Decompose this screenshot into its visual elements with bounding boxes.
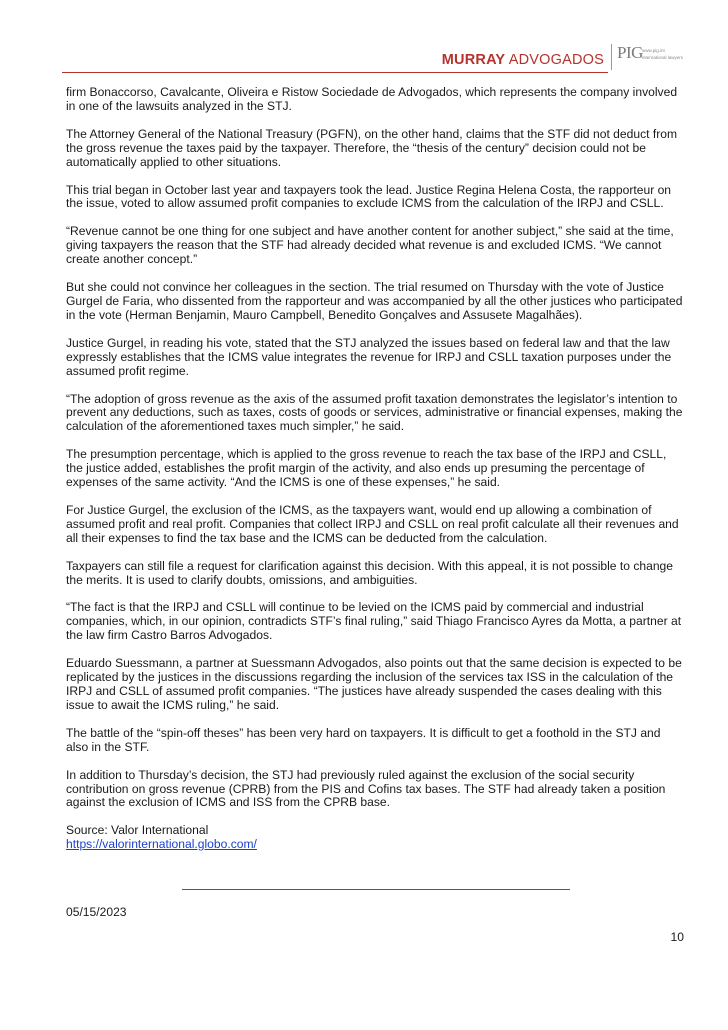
paragraph: In addition to Thursday’s decision, the STJ had previously ruled against the exclusion of the social security contribution on gross revenue (CPRB) from the PIS and Cofins tax bases. The STF had already taken a position against the exclusion of ICMS and ISS from the CPRB base. [66,767,666,810]
logo-divider [611,44,612,70]
pig-logo-url: www.pig.int [642,48,665,53]
paragraph: But she could not convince her colleagues in the section. The trial resumed on Thursday with the vote of Justice Gurgel de Faria, who dissented from the rapporteur and was accompanied by all the other justices who participated in the vote (Herman Benjamin, Mauro Campbell, Benedito Gonçalves and Assusete Magalhães). [66,280,683,322]
paragraph: The Attorney General of the National Treasury (PGFN), on the other hand, claims that the STF did not deduct from the gross revenue the taxes paid by the taxpayer. Therefore, the “thesis of the century” decision could not be automatically applied to other situations. [66,126,678,169]
footer-divider [182,889,570,890]
pig-logo-tagline: international lawyers [642,55,684,60]
paragraph: firm Bonaccorso, Cavalcante, Oliveira e Ristow Sociedade de Advogados, which represents the company involved in one of the lawsuits analyzed in the STJ. [66,85,678,113]
source-label: Source: Valor International [66,823,209,838]
brand-wordmark [442,52,604,68]
paragraph: “The fact is that the IRPJ and CSLL will continue to be levied on the ICMS paid by commercial and industrial companies, which, in our opinion, contradicts STF’s final ruling,” said Thiago Francisco Ayres da Motta, a partner at the law firm Castro Barros Advogados. [66,600,682,643]
paragraph: “Revenue cannot be one thing for one subject and have another content for another subject,” she said at the time, giving taxpayers the reason that the STF had already decided what revenue is and excluded ICMS. “We cannot create another concept.” [66,224,674,267]
pig-logo-mark: PIG [617,43,643,62]
brand-name-bold: MURRAY [441,52,506,68]
page-number: 10 [670,930,684,944]
header-divider [62,72,608,73]
source-link[interactable]: https://valorinternational.globo.com/ [66,837,257,852]
paragraph: For Justice Gurgel, the exclusion of the ICMS, as the taxpayers want, would end up allowing a combination of assumed profit and real profit. Companies that collect IRPJ and CSLL on real profit calculate all their revenues and all their expenses to find the tax base and the ICMS can be deducted from the calculation. [66,502,679,545]
paragraph: This trial began in October last year and taxpayers took the lead. Justice Regina Helena Costa, the rapporteur on the issue, voted to allow assumed profit companies to exclude ICMS from the calculation of the IRPJ and CSLL. [66,182,672,211]
paragraph: “The adoption of gross revenue as the axis of the assumed profit taxation demonstrates the legislator’s intention to prevent any deductions, such as taxes, costs of goods or services, administrative or financial expenses, making the calculation of the aforementioned taxes much simpler,” he said. [66,391,683,434]
paragraph: Justice Gurgel, in reading his vote, stated that the STJ analyzed the issues based on federal law and that the law expressly establishes that the ICMS value integrates the revenue for IRPJ and CSLL taxation purposes under the assumed profit regime. [66,335,672,378]
pig-logo [617,43,684,70]
article-body [66,86,686,852]
paragraph: The battle of the “spin-off theses” has been very hard on taxpayers. It is difficult to get a foothold in the STJ and also in the STF. [66,725,661,754]
paragraph: Taxpayers can still file a request for clarification against this decision. With this appeal, it is not possible to change the merits. It is used to clarify doubts, omissions, and ambiguities. [66,558,674,587]
paragraph: Eduardo Suessmann, a partner at Suessmann Advogados, also points out that the same decision is expected to be replicated by the justices in the discussions regarding the inclusion of the services tax ISS in the calculation of the IRPJ and CSLL of assumed profit companies. “The justices have already suspended the cases dealing with this issue to await the ICMS ruling,” he said. [66,656,682,712]
source-block [66,824,686,852]
brand-name-rest: ADVOGADOS [505,52,604,68]
page-header [0,0,728,80]
publication-date: 05/15/2023 [66,905,127,919]
paragraph: The presumption percentage, which is applied to the gross revenue to reach the tax base of the IRPJ and CSLL, the justice added, establishes the profit margin of the activity, and also ends up presuming the percentage of expenses of the same activity. “And the ICMS is one of these expenses,” he said. [66,447,667,490]
